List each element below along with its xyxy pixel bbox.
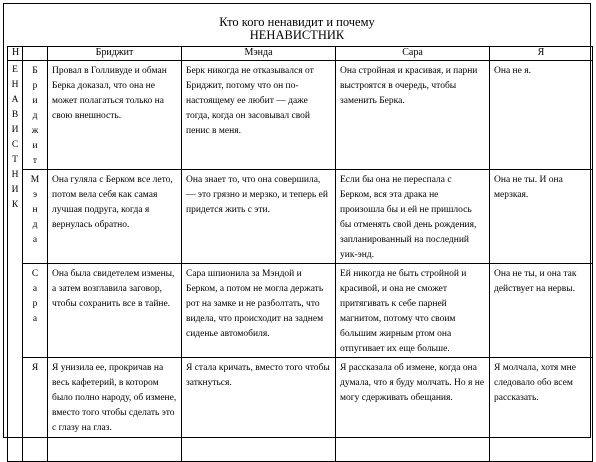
row-label-letter: р xyxy=(32,299,38,309)
table-cell: Провал в Голливуде и обман Берка доказал, что она не может полагаться только на свою внешность. xyxy=(48,61,182,170)
row-label xyxy=(23,170,48,264)
table-subtitle: НЕНАВИСТНИК xyxy=(249,28,345,42)
axis-letter: Е xyxy=(12,65,18,75)
axis-letter: И xyxy=(11,125,19,135)
table-cell: Я рассказала об измене, когда она думала, что я буду молчать. Но я не могу сдерживать обещания. xyxy=(336,358,490,462)
row-label-letter: а xyxy=(32,314,38,324)
row-label-letter: д xyxy=(32,111,38,121)
document-sheet xyxy=(3,3,591,438)
corner-cell xyxy=(23,47,48,61)
table-row xyxy=(8,61,593,170)
table-title: Кто кого ненавидит и почему xyxy=(219,15,375,29)
row-label-letter: а xyxy=(32,235,38,245)
row-label-letter: р xyxy=(32,81,38,91)
table-cell: Берк никогда не отказывался от Бриджит, потому что он по-настоящему ее любит — даже тогда, когда он засовывал свой пенис в меня. xyxy=(182,61,336,170)
column-header: Бриджит xyxy=(48,47,182,61)
column-header: Сара xyxy=(336,47,490,61)
table-cell: Она стройная и красивая, и парни выстроятся в очередь, чтобы заменить Берка. xyxy=(336,61,490,170)
table-cell: Она была свидетелем измены, а затем возглавила заговор, чтобы сохранить все в тайне. xyxy=(48,264,182,358)
row-label-letter: т xyxy=(32,156,38,166)
table-row xyxy=(8,170,593,264)
row-label-letter: Я xyxy=(31,363,39,373)
row-label xyxy=(23,358,48,462)
axis-letter: Т xyxy=(12,155,18,165)
table-cell: Я унизила ее, прокричав на весь кафетерий, в котором было полно народу, об измене, вместо того чтобы сделать это с глазу на глаз. xyxy=(48,358,182,462)
row-label-letter: э xyxy=(32,190,38,200)
column-header: Мэнда xyxy=(182,47,336,61)
row-label-letter: а xyxy=(32,284,38,294)
table-cell: Сара шпионила за Мэндой и Берком, а потом не могла держать рот на замке и не разболтать, что видела, что происходит на заднем сиденье автомобиля. xyxy=(182,264,336,358)
table-cell: Она не ты, и она так действует на нервы. xyxy=(490,264,593,358)
vertical-axis-label xyxy=(8,61,23,462)
axis-letter: В xyxy=(11,110,19,120)
axis-letter: И xyxy=(11,185,19,195)
axis-letter: А xyxy=(11,95,19,105)
header-row xyxy=(8,47,593,61)
column-header: Я xyxy=(490,47,593,61)
table-cell: Она знает то, что она совершила, — это грязно и мерзко, и теперь ей придется жить с эти. xyxy=(182,170,336,264)
axis-letter: С xyxy=(11,140,19,150)
row-label-letter: ж xyxy=(31,126,39,136)
table-cell: Она гуляла с Берком все лето, потом вела себя как самая лучшая подруга, когда я вернулась обратно. xyxy=(48,170,182,264)
table-cell: Ей никогда не быть стройной и красивой, и она не сможет притягивать к себе парней магнитом, потому что своим большим жирным ртом она отпугивает их еще больше. xyxy=(336,264,490,358)
axis-top-label: Н xyxy=(8,47,23,61)
row-label xyxy=(23,61,48,170)
row-label-letter: и xyxy=(32,96,38,106)
table-row xyxy=(8,264,593,358)
row-label-letter: и xyxy=(32,141,38,151)
row-label-letter: д xyxy=(32,220,38,230)
table-cell: Если бы она не переспала с Берком, вся эта драка не произошла бы и ей не пришлось бы отменять свой день рождения, запланированный на последний уик-энд. xyxy=(336,170,490,264)
hate-table xyxy=(7,46,593,462)
table-cell: Я молчала, хотя мне следовало обо всем рассказать. xyxy=(490,358,593,462)
row-label-letter: С xyxy=(31,269,39,279)
table-cell: Я стала кричать, вместо того чтобы заткнуться. xyxy=(182,358,336,462)
row-label xyxy=(23,264,48,358)
table-row xyxy=(8,358,593,462)
axis-letter: Н xyxy=(11,80,19,90)
row-label-letter: Б xyxy=(32,66,38,76)
table-cell: Она не ты. И она мерзкая. xyxy=(490,170,593,264)
row-label-letter: н xyxy=(32,205,38,215)
table-cell: Она не я. xyxy=(490,61,593,170)
axis-letter: К xyxy=(11,200,19,210)
axis-letter: Н xyxy=(11,170,19,180)
row-label-letter: М xyxy=(30,175,40,185)
